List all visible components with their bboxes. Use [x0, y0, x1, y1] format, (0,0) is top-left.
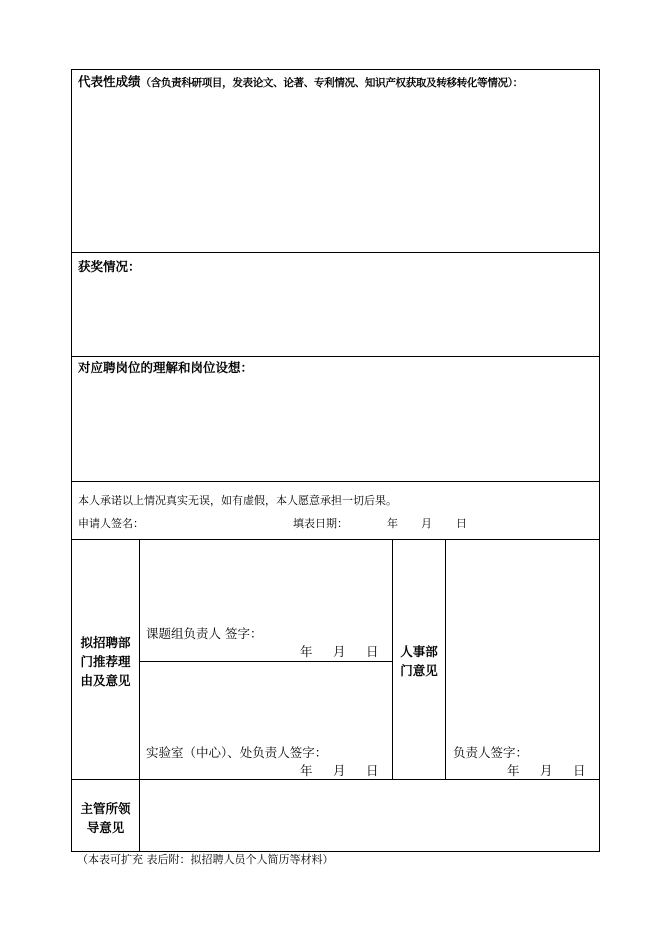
leader-opinion-label-line1: 主管所领: [80, 801, 131, 816]
fill-date-month: 月: [421, 517, 432, 530]
group-leader-opinion-area[interactable]: [140, 540, 392, 661]
border-bottom: [71, 851, 600, 852]
fill-date-day: 日: [456, 517, 467, 530]
group-leader-sign-label: 课题组负责人 签字：: [146, 626, 263, 641]
understanding-input-area[interactable]: [72, 378, 599, 481]
divider-understanding: [71, 481, 600, 482]
footnote: （本表可扩充 表后附：拟招聘人员个人简历等材料）: [77, 853, 334, 866]
understanding-label: 对应聘岗位的理解和岗位设想：: [78, 360, 254, 375]
dept-recommend-label-line3: 由及意见: [80, 673, 131, 688]
hr-leader-year: 年: [507, 763, 520, 778]
leader-opinion-label-line2: 导意见: [86, 820, 125, 835]
lab-leader-month: 月: [333, 763, 346, 778]
hr-opinion-label: [393, 642, 445, 680]
border-right: [599, 69, 600, 852]
achievements-hint: （含负责科研项目，发表论文、论著、专利情况、知识产权获取及转移转化等情况）：: [140, 77, 523, 89]
hr-opinion-area[interactable]: [446, 540, 599, 779]
group-leader-month: 月: [333, 644, 346, 659]
dept-recommend-label-line1: 拟招聘部: [80, 635, 131, 650]
lab-leader-day: 日: [366, 763, 379, 778]
fill-date-label: 填表日期：: [293, 517, 348, 530]
border-top: [71, 69, 600, 70]
hr-leader-sign-label: 负责人签字：: [453, 745, 529, 760]
dept-recommend-label: [72, 633, 139, 690]
awards-label: 获奖情况：: [78, 259, 141, 274]
hr-opinion-label-line1: 人事部: [400, 644, 438, 659]
divider-awards: [71, 356, 600, 357]
awards-input-area[interactable]: [72, 276, 599, 356]
group-leader-day: 日: [366, 644, 379, 659]
pledge-text: 本人承诺以上情况真实无误，如有虚假，本人愿意承担一切后果。: [78, 494, 397, 507]
leader-opinion-label: [72, 799, 139, 837]
hr-leader-month: 月: [540, 763, 553, 778]
achievements-label: 代表性成绩: [78, 74, 141, 89]
dept-recommend-label-line2: 门推荐理: [80, 654, 131, 669]
achievements-input-area[interactable]: [72, 92, 599, 252]
applicant-sign-label: 申请人签名：: [78, 517, 144, 530]
lab-leader-year: 年: [300, 763, 313, 778]
fill-date-year: 年: [387, 517, 398, 530]
group-leader-year: 年: [300, 644, 313, 659]
achievements-heading: [78, 75, 523, 90]
hr-opinion-label-line2: 门意见: [400, 663, 438, 678]
leader-opinion-area[interactable]: [140, 780, 599, 851]
lab-leader-opinion-area[interactable]: [140, 662, 392, 779]
divider-achievements: [71, 252, 600, 253]
lab-leader-sign-label: 实验室（中心）、处负责人签字：: [146, 745, 328, 760]
hr-leader-day: 日: [573, 763, 586, 778]
applicant-sign-field[interactable]: [146, 514, 276, 532]
